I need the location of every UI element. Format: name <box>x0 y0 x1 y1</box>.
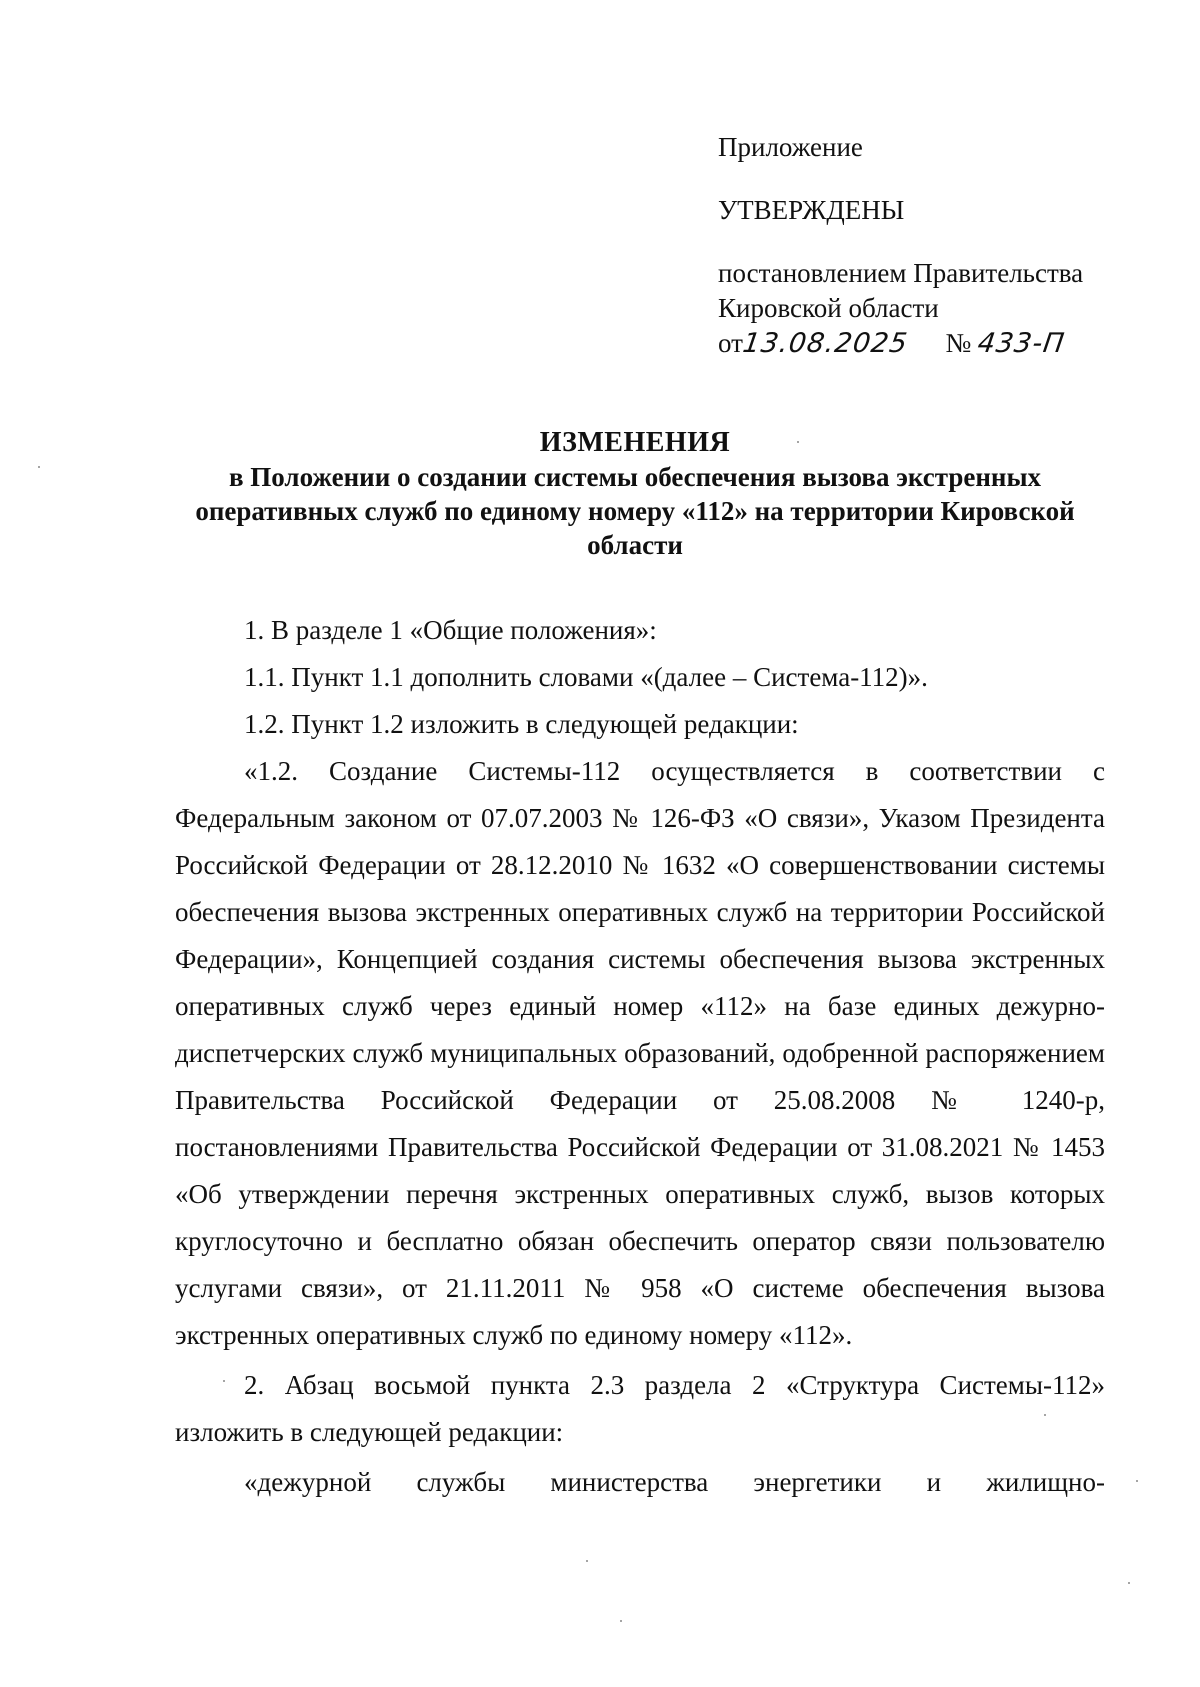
title-main: ИЗМЕНЕНИЯ <box>539 427 731 458</box>
scan-speck <box>620 1620 622 1622</box>
approved-label: УТВЕРЖДЕНЫ <box>718 195 905 225</box>
document-title <box>170 426 1100 562</box>
resolution-line-1: постановлением Правительства <box>718 258 1084 288</box>
handwritten-number: 433-П <box>975 328 1067 359</box>
title-subtitle: в Положении о создании системы обеспечения вызова экстренных оперативных служб по единому номеру «112» на территории Кировской области <box>195 462 1075 560</box>
scan-speck <box>797 441 799 443</box>
scan-speck <box>223 1380 225 1382</box>
paragraph-1-2: 1.2. Пункт 1.2 изложить в следующей редакции: <box>244 709 799 739</box>
resolution-date-number <box>718 326 1158 361</box>
date-prefix: от <box>718 328 743 358</box>
scan-speck <box>1128 1582 1130 1584</box>
scan-speck <box>1136 1480 1138 1482</box>
scan-speck <box>586 1560 588 1562</box>
handwritten-date: 13.08.2025 <box>740 328 910 359</box>
paragraph-1-2-text: «1.2. Создание Системы-112 осуществляется в соответствии с Федеральным законом от 07.07.2003 № 126-ФЗ «О связи», Указом Президента Российской Федерации от 28.12.2010 № 1632 «О совершенствовании системы обеспечения вызова экстренных оперативных служб на территории Российской Федерации», Концепцией создания системы обеспечения вызова экстренных оперативных служб через единый номер «112» на базе единых дежурно-диспетчерских служб муниципальных образований, одобренной распоряжением Правительства Российской Федерации от 25.08.2008 № 1240-р, постановлениями Правительства Российской Федерации от 31.08.2021 № 1453 «Об утверждении перечня экстренных оперативных служб, вызов которых круглосуточно и бесплатно обязан обеспечить оператор связи пользователю услугами связи», от 21.11.2011 № 958 «О системе обеспечения вызова экстренных оперативных служб по единому номеру «112». <box>175 756 1105 1350</box>
paragraph-2: 2. Абзац восьмой пункта 2.3 раздела 2 «Структура Системы-112» изложить в следующей редакции: <box>175 1370 1105 1447</box>
approval-block <box>718 130 1158 361</box>
paragraph-1: 1. В разделе 1 «Общие положения»: <box>244 615 657 645</box>
scan-speck <box>1044 1414 1046 1416</box>
paragraph-2-text: «дежурной службы министерства энергетики и жилищно- <box>244 1467 1105 1497</box>
document-body <box>175 607 1105 1506</box>
paragraph-1-1: 1.1. Пункт 1.1 дополнить словами «(далее – Система-112)». <box>244 662 928 692</box>
number-label: № <box>945 328 972 358</box>
appendix-label: Приложение <box>718 132 863 162</box>
scan-speck <box>38 466 40 468</box>
resolution-line-2: Кировской области <box>718 293 939 323</box>
